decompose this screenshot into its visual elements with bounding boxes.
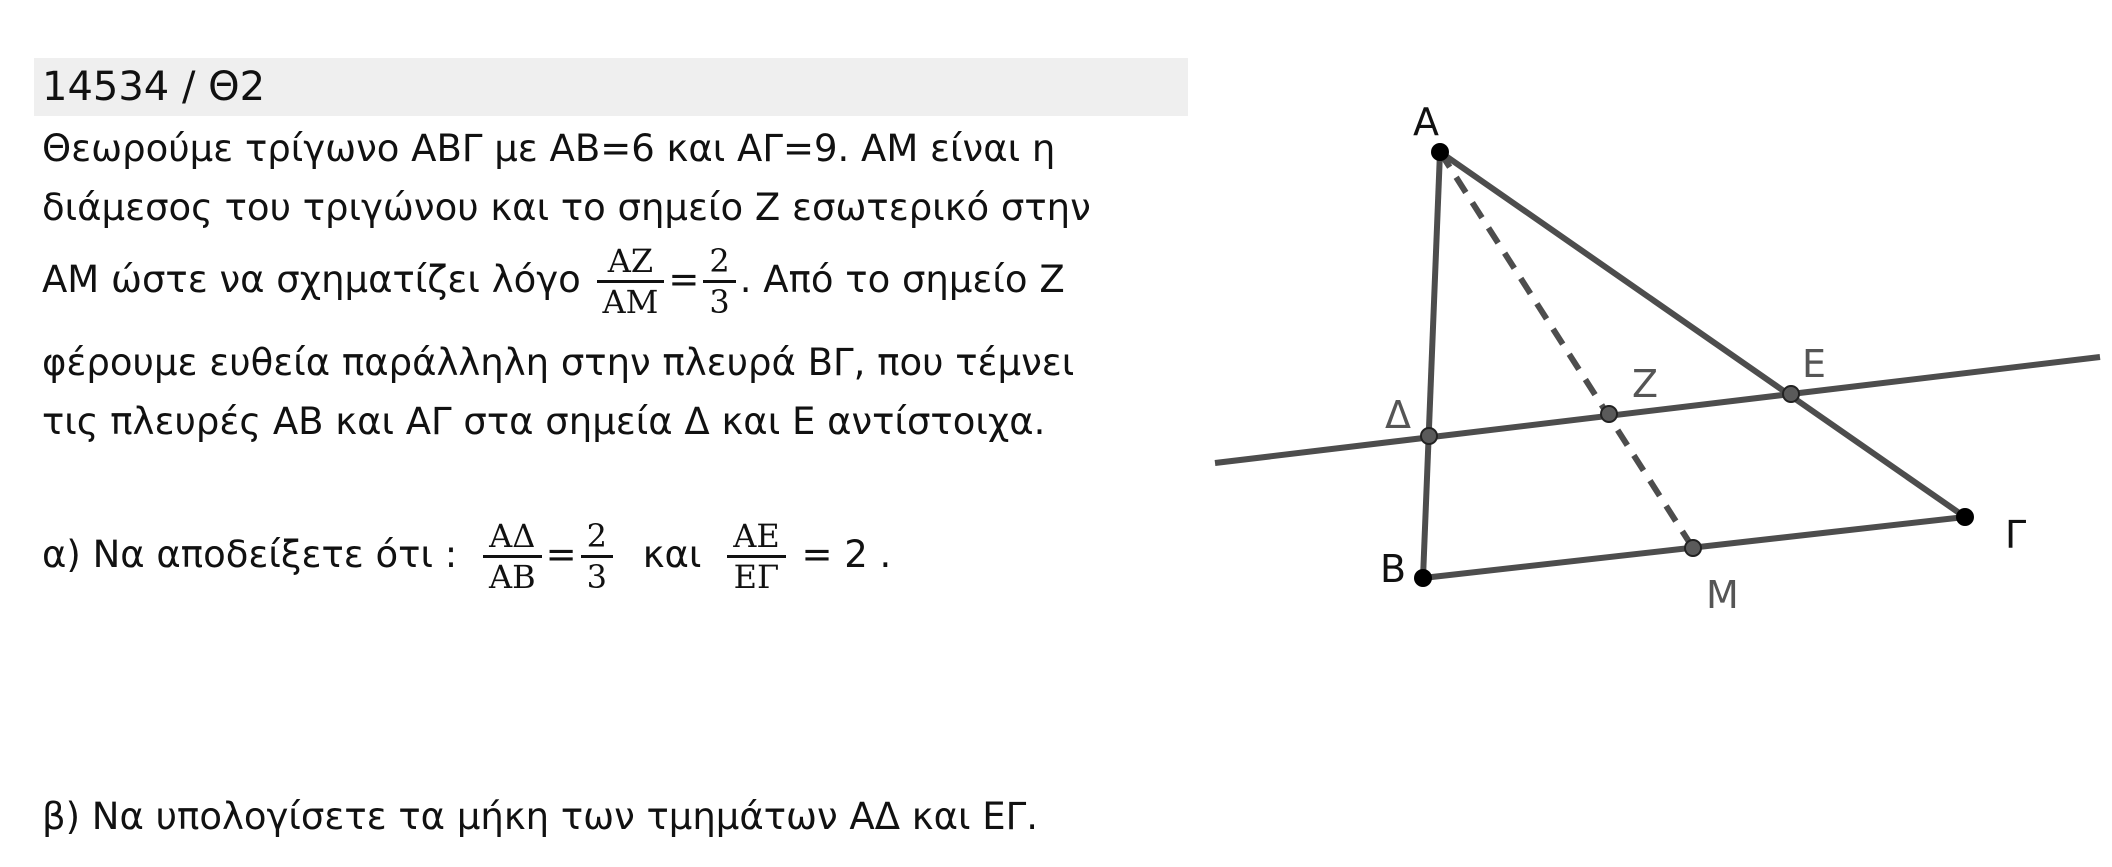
ratio-two-thirds-denominator: 3: [709, 283, 730, 321]
question-b: β) Να υπολογίσετε τα μήκη των τμημάτων ΑΔ και ΕΓ.: [42, 795, 1039, 838]
label-z: Ζ: [1632, 362, 1659, 406]
problem-line-3-post: . Από το σημείο Ζ: [739, 258, 1065, 301]
ratio-ad-ab-denominator: ΑΒ: [488, 558, 536, 596]
side-ag: [1440, 152, 1965, 517]
problem-line-4: φέρουμε ευθεία παράλληλη στην πλευρά ΒΓ, που τέμνει: [42, 341, 1075, 384]
point-e: [1783, 386, 1799, 402]
label-a: Α: [1413, 100, 1439, 144]
problem-line-3: [42, 240, 1065, 321]
point-d: [1421, 428, 1437, 444]
problem-code: 14534 / Θ2: [42, 64, 266, 110]
vertex-g: [1956, 508, 1974, 526]
median-am: [1440, 152, 1693, 548]
problem-line-5: τις πλευρές ΑΒ και ΑΓ στα σημεία Δ και Ε αντίστοιχα.: [42, 400, 1046, 443]
problem-line-2: διάμεσος του τριγώνου και το σημείο Ζ εσωτερικό στην: [42, 186, 1091, 229]
question-a: [42, 510, 891, 600]
ratio-two-thirds-a: [581, 517, 613, 596]
triangle-figure: [1210, 80, 2110, 640]
ratio-two-thirds-a-numerator: 2: [581, 517, 613, 558]
vertex-a: [1431, 143, 1449, 161]
ratio-two-thirds-a-denominator: 3: [586, 558, 607, 596]
question-a-equals: =: [545, 533, 577, 576]
ratio-az-am-numerator: ΑΖ: [597, 242, 665, 283]
point-z: [1601, 406, 1617, 422]
problem-line-3-equals: =: [668, 258, 700, 301]
label-d: Δ: [1385, 393, 1411, 437]
label-b: Β: [1380, 547, 1407, 591]
problem-line-3-pre: ΑΜ ώστε να σχηματίζει λόγο: [42, 258, 581, 301]
ratio-az-am-denominator: ΑΜ: [602, 283, 659, 321]
ratio-az-am: [597, 242, 665, 321]
question-a-and: και: [642, 533, 702, 576]
question-a-pre: α) Να αποδείξετε ότι :: [42, 533, 458, 576]
ratio-two-thirds-numerator: 2: [703, 242, 735, 283]
problem-line-1: Θεωρούμε τρίγωνο ΑΒΓ με ΑΒ=6 και ΑΓ=9. ΑΜ είναι η: [42, 127, 1056, 170]
point-m: [1685, 540, 1701, 556]
label-m: Μ: [1706, 573, 1739, 617]
ratio-ae-eg-numerator: ΑΕ: [727, 517, 785, 558]
ratio-ae-eg: [727, 517, 785, 596]
ratio-ad-ab-numerator: ΑΔ: [483, 517, 542, 558]
ratio-ad-ab: [483, 517, 542, 596]
label-g: Γ: [2005, 513, 2027, 557]
ratio-two-thirds: [703, 242, 735, 321]
label-e: Ε: [1802, 342, 1827, 386]
question-a-post: = 2 .: [801, 533, 892, 576]
side-ab: [1423, 152, 1440, 578]
ratio-ae-eg-denominator: ΕΓ: [733, 558, 780, 596]
vertex-b: [1414, 569, 1432, 587]
